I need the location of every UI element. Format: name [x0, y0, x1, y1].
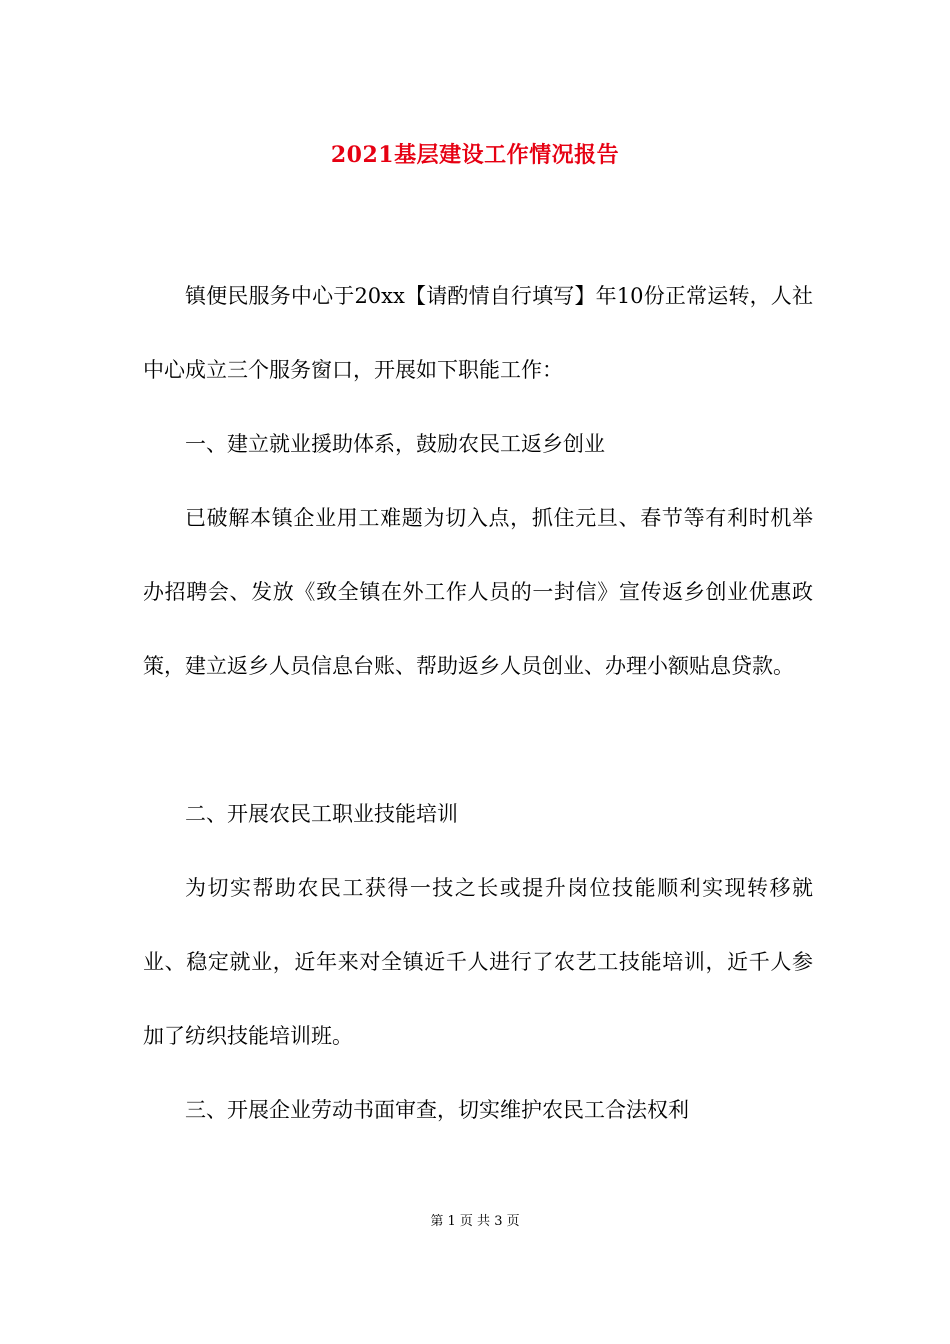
paragraph-section-1: 已破解本镇企业用工难题为切入点，抓住元旦、春节等有利时机举办招聘会、发放《致全镇在外工作人员的一封信》宣传返乡创业优惠政策，建立返乡人员信息台账、帮助返乡人员创业、办理小额贴息贷款。	[143, 506, 813, 678]
paragraph-section-2: 为切实帮助农民工获得一技之长或提升岗位技能顺利实现转移就业、稳定就业，近年来对全镇近千人进行了农艺工技能培训，近千人参加了纺织技能培训班。	[143, 876, 813, 1048]
paragraph-intro: 镇便民服务中心于20xx【请酌情自行填写】年10份正常运转，人社中心成立三个服务窗口，开展如下职能工作：	[143, 284, 813, 382]
section-heading-1: 一、建立就业援助体系，鼓励农民工返乡创业	[185, 432, 605, 456]
document-title: 2021基层建设工作情况报告	[330, 142, 620, 168]
section-heading-2: 二、开展农民工职业技能培训	[185, 802, 458, 826]
section-heading-3: 三、开展企业劳动书面审查，切实维护农民工合法权利	[185, 1098, 689, 1122]
page-footer: 第 1 页 共 3 页	[430, 1214, 520, 1229]
